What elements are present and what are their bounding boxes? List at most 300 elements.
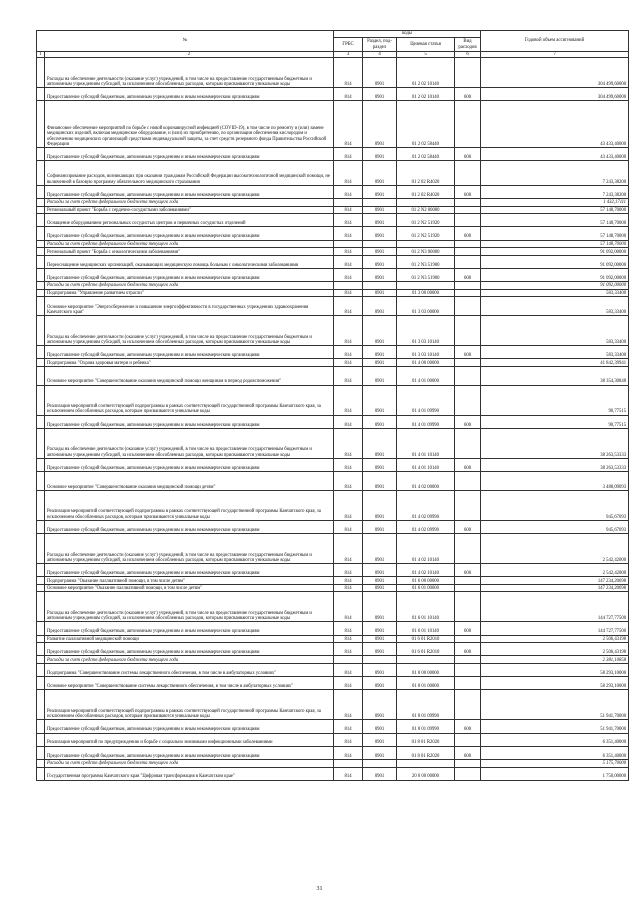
header-vr: Вид расходов	[455, 38, 481, 52]
header-n2: 2	[45, 52, 334, 58]
row-name-cell: Государственная программа Камчатского края "Цифровая трансформация в Камчатском крае"	[45, 767, 334, 780]
row-grbs-cell: 814	[334, 767, 363, 780]
row-grbs-cell: 814	[334, 101, 363, 148]
row-name-cell: Предоставление субсидий бюджетным, автономным учреждениям и иным некоммерческим организациям	[45, 268, 334, 281]
row-num-cell	[37, 564, 45, 577]
row-razdel-cell: 0901	[363, 677, 397, 690]
row-grbs-cell: 814	[334, 622, 363, 635]
row-num-cell	[37, 385, 45, 415]
table-row	[37, 58, 629, 88]
row-amount-cell: 58 293,10000	[481, 677, 629, 690]
row-vr-cell	[455, 385, 481, 415]
row-amount-cell: 144 727,77500	[481, 622, 629, 635]
row-num-cell	[37, 255, 45, 268]
row-grbs-cell: 814	[334, 385, 363, 415]
row-grbs-cell: 814	[334, 316, 363, 346]
budget-table-sheet	[36, 30, 628, 781]
row-name-cell: Подпрограмма "Оказание паллиативной помощи, в том числе детям"	[45, 577, 334, 585]
row-num-cell	[37, 185, 45, 198]
table-row	[37, 415, 629, 428]
row-num-cell	[37, 767, 45, 780]
table-row	[37, 520, 629, 533]
row-cs-cell: 01 4 01 00000	[397, 366, 455, 385]
table-row	[37, 577, 629, 585]
row-amount-cell: 91 092,00000	[481, 255, 629, 268]
row-num-cell	[37, 746, 45, 759]
table-row	[37, 359, 629, 367]
row-vr-cell	[455, 584, 481, 592]
row-grbs-cell: 814	[334, 248, 363, 256]
row-num-cell	[37, 346, 45, 359]
table-row	[37, 101, 629, 148]
row-grbs-cell: 814	[334, 88, 363, 101]
row-razdel-cell: 0901	[363, 148, 397, 161]
row-vr-cell	[455, 199, 481, 207]
row-grbs-cell: 814	[334, 415, 363, 428]
row-num-cell	[37, 161, 45, 185]
header-num: №	[37, 31, 334, 52]
row-razdel-cell: 0901	[363, 346, 397, 359]
row-razdel-cell: 0901	[363, 227, 397, 240]
table-row	[37, 733, 629, 746]
row-amount-cell: 38 354,30848	[481, 366, 629, 385]
row-razdel-cell	[363, 199, 397, 207]
row-razdel-cell: 0901	[363, 733, 397, 746]
table-row	[37, 656, 629, 664]
row-amount-cell: 2 506,43198	[481, 643, 629, 656]
row-cs-cell: 01 2 N2 51920	[397, 227, 455, 240]
row-grbs-cell: 814	[334, 534, 363, 564]
row-cs-cell: 01 6 00 00000	[397, 577, 455, 585]
row-razdel-cell: 0901	[363, 385, 397, 415]
row-vr-cell: 600	[455, 268, 481, 281]
row-num-cell	[37, 458, 45, 471]
row-razdel-cell: 0901	[363, 366, 397, 385]
header-n6: 6	[455, 52, 481, 58]
row-vr-cell: 600	[455, 227, 481, 240]
table-row	[37, 366, 629, 385]
table-row	[37, 385, 629, 415]
row-grbs-cell: 814	[334, 289, 363, 297]
row-razdel-cell: 0901	[363, 88, 397, 101]
row-vr-cell: 600	[455, 458, 481, 471]
table-row	[37, 564, 629, 577]
header-n5: 5	[397, 52, 455, 58]
row-vr-cell: 600	[455, 346, 481, 359]
row-amount-cell: 583,33400	[481, 316, 629, 346]
row-name-cell: Подпрограмма "Охрана здоровья матери и ребенка"	[45, 359, 334, 367]
header-annual: Годовой объем ассигнований	[481, 31, 629, 52]
row-num-cell	[37, 282, 45, 290]
row-cs-cell: 01 2 02 10140	[397, 88, 455, 101]
row-name-cell: Региональный проект "Борьба с онкологическими заболеваниями"	[45, 248, 334, 256]
row-name-cell: Расходы за счет средств федерального бюджета текущего года	[45, 759, 334, 767]
row-vr-cell	[455, 664, 481, 677]
table-row	[37, 592, 629, 622]
row-grbs-cell: 814	[334, 428, 363, 458]
table-row	[37, 282, 629, 290]
row-grbs-cell: 814	[334, 564, 363, 577]
row-grbs-cell: 814	[334, 297, 363, 316]
row-cs-cell: 01 4 02 10140	[397, 534, 455, 564]
row-num-cell	[37, 759, 45, 767]
row-razdel-cell: 0901	[363, 720, 397, 733]
table-row	[37, 297, 629, 316]
row-name-cell: Предоставление субсидий бюджетным, автономным учреждениям и иным некоммерческим организациям	[45, 415, 334, 428]
row-grbs-cell: 814	[334, 472, 363, 491]
table-row	[37, 458, 629, 471]
table-row	[37, 206, 629, 214]
row-cs-cell: 01 8 01 R2020	[397, 746, 455, 759]
row-cs-cell: 01 2 N3 51900	[397, 268, 455, 281]
row-amount-cell: 2 381,10858	[481, 656, 629, 664]
row-amount-cell: 7 243,38200	[481, 185, 629, 198]
row-cs-cell: 01 4 01 09990	[397, 385, 455, 415]
row-num-cell	[37, 592, 45, 622]
table-row	[37, 161, 629, 185]
row-num-cell	[37, 520, 45, 533]
table-row	[37, 88, 629, 101]
row-num-cell	[37, 720, 45, 733]
row-num-cell	[37, 622, 45, 635]
row-grbs-cell: 814	[334, 268, 363, 281]
row-num-cell	[37, 677, 45, 690]
row-amount-cell: 147 234,20698	[481, 577, 629, 585]
row-name-cell: Основное мероприятие "Совершенствование системы лекарственного обеспечения, в том числе в амбулаторных условиях"	[45, 677, 334, 690]
row-grbs-cell: 814	[334, 185, 363, 198]
row-vr-cell	[455, 282, 481, 290]
table-row	[37, 746, 629, 759]
row-vr-cell	[455, 101, 481, 148]
row-grbs-cell: 814	[334, 148, 363, 161]
row-num-cell	[37, 415, 45, 428]
row-cs-cell: 01 4 02 09990	[397, 520, 455, 533]
header-n3: 3	[334, 52, 363, 58]
row-amount-cell: 583,33400	[481, 346, 629, 359]
row-razdel-cell: 0901	[363, 316, 397, 346]
row-name-cell: Предоставление субсидий бюджетным, автономным учреждениям и иным некоммерческим организациям	[45, 148, 334, 161]
row-razdel-cell: 0901	[363, 643, 397, 656]
table-row	[37, 635, 629, 643]
row-grbs-cell	[334, 240, 363, 248]
table-row	[37, 268, 629, 281]
row-name-cell: Переоснащение медицинских организаций, оказывающих медицинскую помощь больным с онкологическими заболеваниями	[45, 255, 334, 268]
row-num-cell	[37, 268, 45, 281]
row-grbs-cell: 814	[334, 58, 363, 88]
row-vr-cell	[455, 428, 481, 458]
row-razdel-cell: 0901	[363, 101, 397, 148]
row-name-cell: Расходы за счет средств федерального бюджета текущего года	[45, 656, 334, 664]
row-vr-cell: 600	[455, 622, 481, 635]
row-razdel-cell: 0901	[363, 297, 397, 316]
table-row	[37, 720, 629, 733]
row-razdel-cell: 0901	[363, 214, 397, 227]
row-amount-cell: 583,33400	[481, 289, 629, 297]
row-grbs-cell: 814	[334, 366, 363, 385]
row-razdel-cell: 0901	[363, 58, 397, 88]
row-cs-cell: 01 6 01 10140	[397, 622, 455, 635]
row-razdel-cell: 0901	[363, 577, 397, 585]
row-razdel-cell: 0901	[363, 359, 397, 367]
row-vr-cell: 600	[455, 720, 481, 733]
row-amount-cell: 1 750,00000	[481, 767, 629, 780]
row-vr-cell	[455, 656, 481, 664]
row-num-cell	[37, 664, 45, 677]
row-amount-cell: 7 243,38200	[481, 161, 629, 185]
row-amount-cell: 147 234,20698	[481, 584, 629, 592]
row-cs-cell: 01 4 02 10140	[397, 564, 455, 577]
row-grbs-cell	[334, 759, 363, 767]
row-name-cell: Основное мероприятие "Оказание паллиативной помощи, в том числе детям"	[45, 584, 334, 592]
row-num-cell	[37, 643, 45, 656]
row-grbs-cell	[334, 282, 363, 290]
table-row	[37, 759, 629, 767]
row-razdel-cell: 0901	[363, 268, 397, 281]
row-name-cell: Реализация мероприятий по предупреждению и борьбе с социально значимыми инфекционными заболеваниями	[45, 733, 334, 746]
row-name-cell: Предоставление субсидий бюджетным, автономным учреждениям и иным некоммерческим организациям	[45, 720, 334, 733]
row-vr-cell: 600	[455, 415, 481, 428]
row-grbs-cell: 814	[334, 490, 363, 520]
row-num-cell	[37, 316, 45, 346]
row-grbs-cell: 814	[334, 214, 363, 227]
header-n7: 7	[481, 52, 629, 58]
row-grbs-cell: 814	[334, 584, 363, 592]
header-n4: 4	[363, 52, 397, 58]
row-name-cell: Основное мероприятие "Совершенствование оказания медицинской помощи женщинам в период родовспоможения"	[45, 366, 334, 385]
row-razdel-cell: 0901	[363, 592, 397, 622]
table-row	[37, 690, 629, 720]
row-name-cell: Предоставление субсидий бюджетным, автономным учреждениям и иным некоммерческим организациям	[45, 622, 334, 635]
table-row	[37, 346, 629, 359]
row-name-cell: Расходы за счет средств федерального бюджета текущего года	[45, 240, 334, 248]
row-grbs-cell	[334, 199, 363, 207]
table-row	[37, 428, 629, 458]
row-vr-cell	[455, 214, 481, 227]
row-vr-cell	[455, 759, 481, 767]
row-amount-cell: 43 433,40000	[481, 148, 629, 161]
row-cs-cell: 01 2 N3 51900	[397, 255, 455, 268]
row-amount-cell: 1 432,17111	[481, 199, 629, 207]
row-vr-cell	[455, 240, 481, 248]
row-num-cell	[37, 240, 45, 248]
row-num-cell	[37, 297, 45, 316]
row-name-cell: Подпрограмма "Управление развитием отрасли"	[45, 289, 334, 297]
row-razdel-cell: 0901	[363, 534, 397, 564]
table-row	[37, 199, 629, 207]
row-cs-cell: 01 8 01 09990	[397, 720, 455, 733]
row-amount-cell: 91 092,00000	[481, 268, 629, 281]
row-amount-cell: 6 351,40000	[481, 746, 629, 759]
row-razdel-cell: 0901	[363, 248, 397, 256]
row-amount-cell: 2 506,43198	[481, 635, 629, 643]
row-razdel-cell: 0901	[363, 767, 397, 780]
row-amount-cell: 58 293,10000	[481, 664, 629, 677]
row-cs-cell: 01 3 03 00000	[397, 297, 455, 316]
row-num-cell	[37, 577, 45, 585]
table-row	[37, 185, 629, 198]
row-razdel-cell	[363, 240, 397, 248]
row-amount-cell: 583,33400	[481, 297, 629, 316]
row-name-cell: Предоставление субсидий бюджетным, автономным учреждениям и иным некоммерческим организациям	[45, 227, 334, 240]
row-cs-cell: 01 2 02 R4020	[397, 185, 455, 198]
header-grbs: ГРБС	[334, 38, 363, 52]
row-grbs-cell: 814	[334, 677, 363, 690]
row-cs-cell: 01 2 N2 51920	[397, 214, 455, 227]
row-num-cell	[37, 199, 45, 207]
row-vr-cell	[455, 255, 481, 268]
row-name-cell: Предоставление субсидий бюджетным, автономным учреждениям и иным некоммерческим организациям	[45, 520, 334, 533]
row-cs-cell: 01 4 01 09990	[397, 415, 455, 428]
row-vr-cell	[455, 206, 481, 214]
row-num-cell	[37, 214, 45, 227]
row-cs-cell: 01 2 02 58440	[397, 148, 455, 161]
row-name-cell: Региональный проект "Борьба с сердечно-сосудистыми заболеваниями"	[45, 206, 334, 214]
row-amount-cell: 57 148,70000	[481, 214, 629, 227]
row-cs-cell: 01 6 01 R2010	[397, 635, 455, 643]
row-num-cell	[37, 366, 45, 385]
row-amount-cell: 2 542,42000	[481, 564, 629, 577]
row-razdel-cell: 0901	[363, 520, 397, 533]
row-cs-cell: 01 2 02 10140	[397, 58, 455, 88]
budget-table	[36, 30, 629, 781]
row-num-cell	[37, 248, 45, 256]
row-grbs-cell: 814	[334, 592, 363, 622]
row-num-cell	[37, 656, 45, 664]
row-vr-cell	[455, 733, 481, 746]
row-razdel-cell	[363, 656, 397, 664]
row-grbs-cell: 814	[334, 733, 363, 746]
row-cs-cell: 01 4 02 00000	[397, 472, 455, 491]
row-num-cell	[37, 148, 45, 161]
table-body	[37, 58, 629, 780]
row-grbs-cell: 814	[334, 161, 363, 185]
row-name-cell: Расходы на обеспечение деятельности (оказание услуг) учреждений, в том числе на предоставление государственным бюджетным и автономным учреждениям субсидий, за исключением обособленных расходов, которым присваиваются уникальные коды	[45, 316, 334, 346]
row-cs-cell: 01 3 03 10140	[397, 346, 455, 359]
row-num-cell	[37, 428, 45, 458]
table-row	[37, 255, 629, 268]
row-razdel-cell: 0901	[363, 161, 397, 185]
row-grbs-cell: 814	[334, 635, 363, 643]
row-amount-cell: 41 842,39941	[481, 359, 629, 367]
row-razdel-cell: 0901	[363, 564, 397, 577]
row-amount-cell: 5 175,70000	[481, 759, 629, 767]
row-name-cell: Реализация мероприятий соответствующей подпрограммы в рамках соответствующей государственной программы Камчатского края, за исключением обособленных расходов, которым присваиваются уникальные коды	[45, 690, 334, 720]
row-amount-cell: 43 433,40000	[481, 101, 629, 148]
row-name-cell: Развитие паллиативной медицинской помощи	[45, 635, 334, 643]
row-name-cell: Расходы на обеспечение деятельности (оказание услуг) учреждений, в том числе на предоставление государственным бюджетным и автономным учреждениям субсидий, за исключением обособленных расходов, которым присваиваются уникальные коды	[45, 592, 334, 622]
row-grbs-cell: 814	[334, 255, 363, 268]
row-cs-cell: 01 4 01 10140	[397, 428, 455, 458]
row-cs-cell: 01 8 01 R2020	[397, 733, 455, 746]
row-cs-cell: 01 6 01 10140	[397, 592, 455, 622]
row-cs-cell: 01 6 01 00000	[397, 584, 455, 592]
row-cs-cell: 01 8 01 00000	[397, 677, 455, 690]
table-row	[37, 289, 629, 297]
row-vr-cell	[455, 472, 481, 491]
row-cs-cell	[397, 282, 455, 290]
row-grbs-cell: 814	[334, 690, 363, 720]
header-codes: коды	[334, 31, 481, 38]
row-cs-cell	[397, 656, 455, 664]
row-razdel-cell: 0901	[363, 289, 397, 297]
row-cs-cell: 01 2 N2 00000	[397, 206, 455, 214]
row-vr-cell: 600	[455, 148, 481, 161]
row-cs-cell: 01 8 01 09990	[397, 690, 455, 720]
row-amount-cell: 304 499,60000	[481, 88, 629, 101]
row-razdel-cell: 0901	[363, 458, 397, 471]
row-name-cell: Предоставление субсидий бюджетным, автономным учреждениям и иным некоммерческим организациям	[45, 458, 334, 471]
row-amount-cell: 945,67093	[481, 490, 629, 520]
row-vr-cell	[455, 677, 481, 690]
row-name-cell: Предоставление субсидий бюджетным, автономным учреждениям и иным некоммерческим организациям	[45, 746, 334, 759]
row-vr-cell: 600	[455, 564, 481, 577]
row-razdel-cell: 0901	[363, 428, 397, 458]
row-cs-cell: 01 6 01 R2010	[397, 643, 455, 656]
row-name-cell: Финансовое обеспечение мероприятий по борьбе с новой коронавирусной инфекцией (COVID-19), в том числе по ремонту и (или) замене медицинских изделий, включая медицинское оборудование, и (или) их приобретению, по организации обеспечения кислородом и обеспечению медицинских организаций средствами индивидуальной защиты, за счет средств резервного фонда Правительства Российской Федерации	[45, 101, 334, 148]
row-razdel-cell: 0901	[363, 472, 397, 491]
row-cs-cell: 01 2 02 58440	[397, 101, 455, 148]
row-num-cell	[37, 101, 45, 148]
row-num-cell	[37, 289, 45, 297]
row-name-cell: Основное мероприятие "Совершенствование оказания медицинской помощи детям"	[45, 472, 334, 491]
row-razdel-cell	[363, 759, 397, 767]
row-amount-cell: 91 092,00000	[481, 282, 629, 290]
row-amount-cell: 51 941,70000	[481, 690, 629, 720]
row-num-cell	[37, 359, 45, 367]
row-razdel-cell: 0901	[363, 490, 397, 520]
row-vr-cell	[455, 690, 481, 720]
row-vr-cell	[455, 161, 481, 185]
row-amount-cell: 3 488,09093	[481, 472, 629, 491]
row-amount-cell: 57 148,70000	[481, 227, 629, 240]
row-name-cell: Расходы за счет средств федерального бюджета текущего года	[45, 199, 334, 207]
row-name-cell: Реализация мероприятий соответствующей подпрограммы в рамках соответствующей государственной программы Камчатского края, за исключением обособленных расходов, которым присваиваются уникальные коды	[45, 490, 334, 520]
row-num-cell	[37, 635, 45, 643]
row-amount-cell: 144 727,77500	[481, 592, 629, 622]
row-vr-cell	[455, 534, 481, 564]
table-row	[37, 490, 629, 520]
row-num-cell	[37, 88, 45, 101]
row-num-cell	[37, 690, 45, 720]
row-cs-cell	[397, 240, 455, 248]
row-razdel-cell: 0901	[363, 255, 397, 268]
row-amount-cell: 91 092,00000	[481, 248, 629, 256]
row-cs-cell: 01 3 03 10140	[397, 316, 455, 346]
row-vr-cell: 600	[455, 185, 481, 198]
table-row	[37, 767, 629, 780]
row-name-cell: Предоставление субсидий бюджетным, автономным учреждениям и иным некоммерческим организациям	[45, 643, 334, 656]
row-amount-cell: 2 542,42000	[481, 534, 629, 564]
row-cs-cell: 01 3 00 00000	[397, 289, 455, 297]
row-cs-cell: 01 2 N3 00000	[397, 248, 455, 256]
row-num-cell	[37, 472, 45, 491]
row-vr-cell: 600	[455, 746, 481, 759]
row-amount-cell: 51 941,70000	[481, 720, 629, 733]
row-num-cell	[37, 490, 45, 520]
row-name-cell: Оснащение оборудованием региональных сосудистых центров и первичных сосудистых отделений	[45, 214, 334, 227]
row-amount-cell: 57 148,70000	[481, 206, 629, 214]
row-vr-cell: 600	[455, 643, 481, 656]
row-name-cell: Основное мероприятие "Энергосбережение и повышение энергоэффективности в государственных учреждениях здравоохранения Камчатского края"	[45, 297, 334, 316]
row-name-cell: Софинансирование расходов, возникающих при оказании гражданам Российской Федерации высокотехнологичной медицинской помощи, не включенной в базовую программу обязательного медицинского страхования	[45, 161, 334, 185]
row-num-cell	[37, 534, 45, 564]
row-razdel-cell: 0901	[363, 415, 397, 428]
row-name-cell: Предоставление субсидий бюджетным, автономным учреждениям и иным некоммерческим организациям	[45, 88, 334, 101]
row-amount-cell: 6 351,40000	[481, 733, 629, 746]
row-amount-cell: 38 263,53333	[481, 458, 629, 471]
table-row	[37, 214, 629, 227]
row-razdel-cell: 0901	[363, 185, 397, 198]
